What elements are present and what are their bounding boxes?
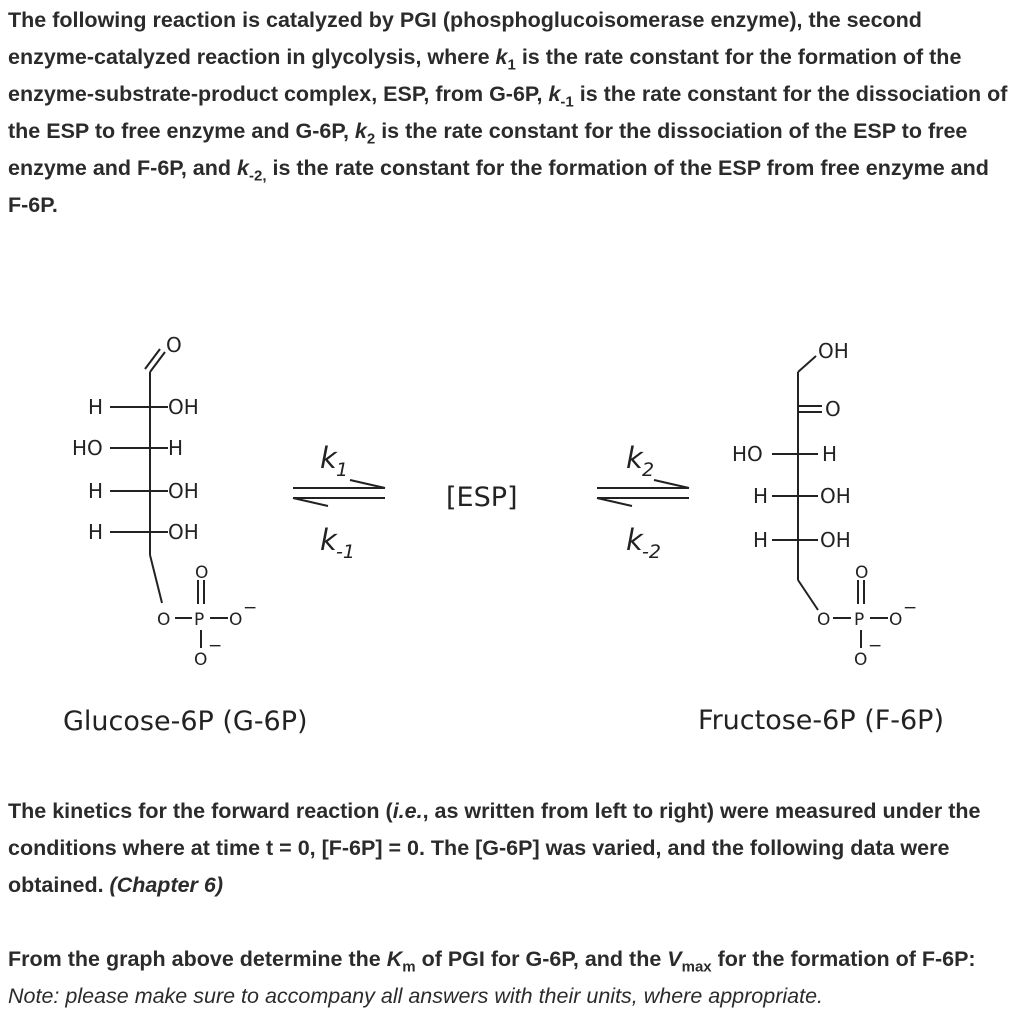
f6p-phosphate-bottom-o: O xyxy=(854,650,868,670)
f6p-phosphate-top-o: O xyxy=(855,563,869,583)
scheme-k-minus2-label: k xyxy=(626,523,643,557)
intro-text-3: is the rate constant for the dissociation of the ESP to free enzyme and G-6P, xyxy=(8,82,1008,143)
scheme-k2-subscript: 2 xyxy=(642,459,655,481)
f6p-phosphate-right-o: O xyxy=(889,610,903,630)
reverse-arrow-2-head xyxy=(597,498,632,506)
vmax-symbol: V xyxy=(667,947,682,971)
g6p-right-charge: − xyxy=(243,598,258,618)
question-text-3: for the formation of F-6P: xyxy=(711,947,976,971)
k1-symbol: k xyxy=(495,45,508,69)
k-minus2-subscript: -2, xyxy=(248,167,267,185)
k2-subscript: 2 xyxy=(366,130,376,148)
reaction-scheme xyxy=(0,300,1024,760)
intro-text-4: is the rate constant for the dissociation of the ESP to free enzyme and F-6P, and xyxy=(8,119,968,180)
scheme-k-minus1-subscript: -1 xyxy=(336,541,355,563)
chapter-reference: (Chapter 6) xyxy=(109,873,224,897)
k-minus1-symbol: k xyxy=(548,82,561,106)
kinetics-text-2: , as written from left to right) were measured under the conditions where at time t = 0, [F-6P] = 0. The [G-6P] was varied, and the following data were obtained. xyxy=(8,799,981,897)
intro-text-2: is the rate constant for the formation of the enzyme-substrate-product complex, ESP, from G-6P, xyxy=(8,45,962,106)
question-text-1: From the graph above determine the xyxy=(8,947,387,971)
scheme-k2-label: k xyxy=(626,441,643,475)
esp-label: [ESP] xyxy=(446,482,518,513)
g6p-phosphorus: P xyxy=(194,610,205,630)
g6p-c5-h: H xyxy=(88,520,104,544)
scheme-k1-subscript: 1 xyxy=(336,459,349,481)
f6p-keto-o: O xyxy=(825,397,841,421)
f6p-c1-oh: OH xyxy=(818,339,849,363)
g6p-c2-h: H xyxy=(88,395,104,419)
k1-subscript: 1 xyxy=(507,56,516,74)
g6p-phosphate-top-o: O xyxy=(195,563,209,583)
f6p-ester-o: O xyxy=(817,610,831,630)
f6p-c4-oh: OH xyxy=(820,484,851,508)
f6p-phosphorus: P xyxy=(854,610,865,630)
f6p-c3-ho: HO xyxy=(732,442,763,466)
g6p-c3-ho: HO xyxy=(72,436,103,460)
intro-text-5: is the rate constant for the formation of the ESP from free enzyme and F-6P. xyxy=(8,156,989,217)
question-paragraph xyxy=(8,941,1013,1015)
g6p-aldehyde-bond xyxy=(150,352,165,372)
units-note: Note: please make sure to accompany all answers with their units, where appropriate. xyxy=(8,984,824,1008)
question-text-2: of PGI for G-6P, and the xyxy=(415,947,668,971)
forward-arrow-1-head xyxy=(350,480,385,488)
f6p-c6-bond xyxy=(798,580,818,610)
kinetics-ie: i.e. xyxy=(392,799,423,823)
k-minus2-symbol: k xyxy=(237,156,249,180)
f6p-c5-h: H xyxy=(753,528,769,552)
k-minus1-subscript: -1 xyxy=(560,93,574,111)
vmax-subscript: max xyxy=(681,958,712,976)
g6p-c2-oh: OH xyxy=(168,395,199,419)
kinetics-text-1: The kinetics for the forward reaction ( xyxy=(8,799,393,823)
f6p-c5-oh: OH xyxy=(820,528,851,552)
g6p-phosphate-bottom-o: O xyxy=(194,650,208,670)
f6p-c4-h: H xyxy=(753,484,769,508)
f6p-c3-h: H xyxy=(822,442,838,466)
g6p-aldehyde-double-bond xyxy=(145,349,160,369)
g6p-bottom-charge: − xyxy=(208,636,223,656)
f6p-c1-bond xyxy=(798,356,816,372)
forward-arrow-2-head xyxy=(654,480,689,488)
g6p-c3-h: H xyxy=(168,436,184,460)
glucose-6p-name: Glucose-6P (G-6P) xyxy=(63,706,308,737)
f6p-right-charge: − xyxy=(903,598,918,618)
kinetics-paragraph xyxy=(8,793,1013,904)
intro-text-1: The following reaction is catalyzed by PGI (phosphoglucoisomerase enzyme), the second enzyme-catalyzed reaction in glycolysis, where xyxy=(8,8,922,69)
km-subscript: m xyxy=(402,958,416,976)
intro-paragraph xyxy=(8,2,1013,224)
g6p-c4-h: H xyxy=(88,479,104,503)
scheme-k-minus2-subscript: -2 xyxy=(642,541,661,563)
km-symbol: K xyxy=(386,947,403,971)
fructose-6p-name: Fructose-6P (F-6P) xyxy=(698,705,944,736)
g6p-phosphate-right-o: O xyxy=(229,610,243,630)
g6p-aldehyde-o: O xyxy=(166,333,182,357)
g6p-ester-o: O xyxy=(157,610,171,630)
f6p-bottom-charge: − xyxy=(868,636,883,656)
scheme-k-minus1-label: k xyxy=(320,523,337,557)
k2-symbol: k xyxy=(354,119,367,143)
g6p-c5-oh: OH xyxy=(168,520,199,544)
reverse-arrow-1-head xyxy=(293,498,328,506)
g6p-c4-oh: OH xyxy=(168,479,199,503)
scheme-k1-label: k xyxy=(320,441,337,475)
g6p-c6-bond xyxy=(150,555,162,603)
